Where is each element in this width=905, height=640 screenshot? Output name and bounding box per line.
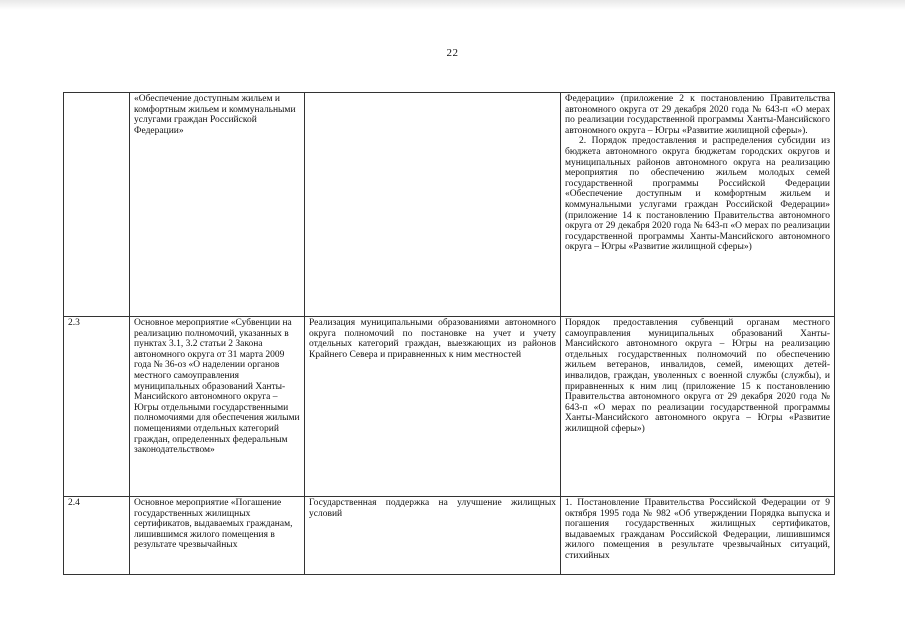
measure-content: Реализация муниципальными образованиями автономного округа полномочий по постановке на учет и учету отдельных категорий граждан, выезжающих из районов Крайнего Севера и приравненных к ним местностей (305, 317, 561, 497)
table-row (64, 497, 835, 575)
legal-basis (561, 497, 835, 575)
program-table (63, 92, 835, 575)
legal-basis (561, 317, 835, 497)
scan-edge (0, 0, 905, 10)
measure-name: Основное мероприятие «Погашение государственных жилищных сертификатов, выдаваемых гражданам, лишившимся жилого помещения в результате чрезвычайных (130, 497, 305, 575)
measure-name: Основное мероприятие «Субвенции на реализацию полномочий, указанных в пунктах 3.1, 3.2 статьи 2 Закона автономного округа от 31 марта 2009 года № 36-оз «О наделении органов местного самоуправления муниципальных образований Ханты-Мансийского автономного округа – Югры отдельными государственными полномочиями для обеспечения жилыми помещениями отдельных категорий граждан, определенных федеральным законодательством» (130, 317, 305, 497)
legal-basis-paragraph: Федерации» (приложение 2 к постановлению Правительства автономного округа от 29 декабря 2020 года № 643-п «О мерах по реализации государственной программы Ханты-Мансийского автономного округа – Югры «Развитие жилищной сферы»). (565, 94, 830, 136)
table-row (64, 317, 835, 497)
legal-basis-paragraph: 1. Постановление Правительства Российской Федерации от 9 октября 1995 года № 982 «Об утверждении Порядка выпуска и погашения государственных жилищных сертификатов, выдаваемых гражданам Российской Федерации, лишившимся жилого помещения в результате чрезвычайных ситуаций, стихийных (565, 498, 830, 561)
measure-content: Государственная поддержка на улучшение жилищных условий (305, 497, 561, 575)
row-number (64, 93, 130, 317)
legal-basis (561, 93, 835, 317)
row-number: 2.3 (64, 317, 130, 497)
legal-basis-paragraph: Порядок предоставления субвенций органам местного самоуправления муниципальных образований Ханты-Мансийского автономного округа – Югры на реализацию отдельных государственных полномочий по обеспечению жильем ветеранов, инвалидов, семей, имеющих детей-инвалидов, граждан, уволенных с военной службы (службы), и приравненных к ним лиц (приложение 15 к постановлению Правительства автономного округа от 29 декабря 2020 года № 643-п «О мерах по реализации государственной программы Ханты-Мансийского автономного округа – Югры «Развитие жилищной сферы») (565, 318, 830, 434)
measure-name: «Обеспечение доступным жильем и комфортным жильем и коммунальными услугами граждан Российской Федерации» (130, 93, 305, 317)
table-row (64, 93, 835, 317)
page-number: 22 (446, 47, 459, 59)
row-number: 2.4 (64, 497, 130, 575)
legal-basis-paragraph: 2. Порядок предоставления и распределения субсидии из бюджета автономного округа бюджетам городских округов и муниципальных районов автономного округа на реализацию мероприятия по обеспечению жильем молодых семей государственной программы Российской Федерации «Обеспечение доступным и комфортным жильем и коммунальными услугами граждан Российской Федерации» (приложение 14 к постановлению Правительства автономного округа от 29 декабря 2020 года № 643-п «О мерах по реализации государственной программы Ханты-Мансийского автономного округа – Югры «Развитие жилищной сферы») (565, 136, 830, 253)
measure-content (305, 93, 561, 317)
